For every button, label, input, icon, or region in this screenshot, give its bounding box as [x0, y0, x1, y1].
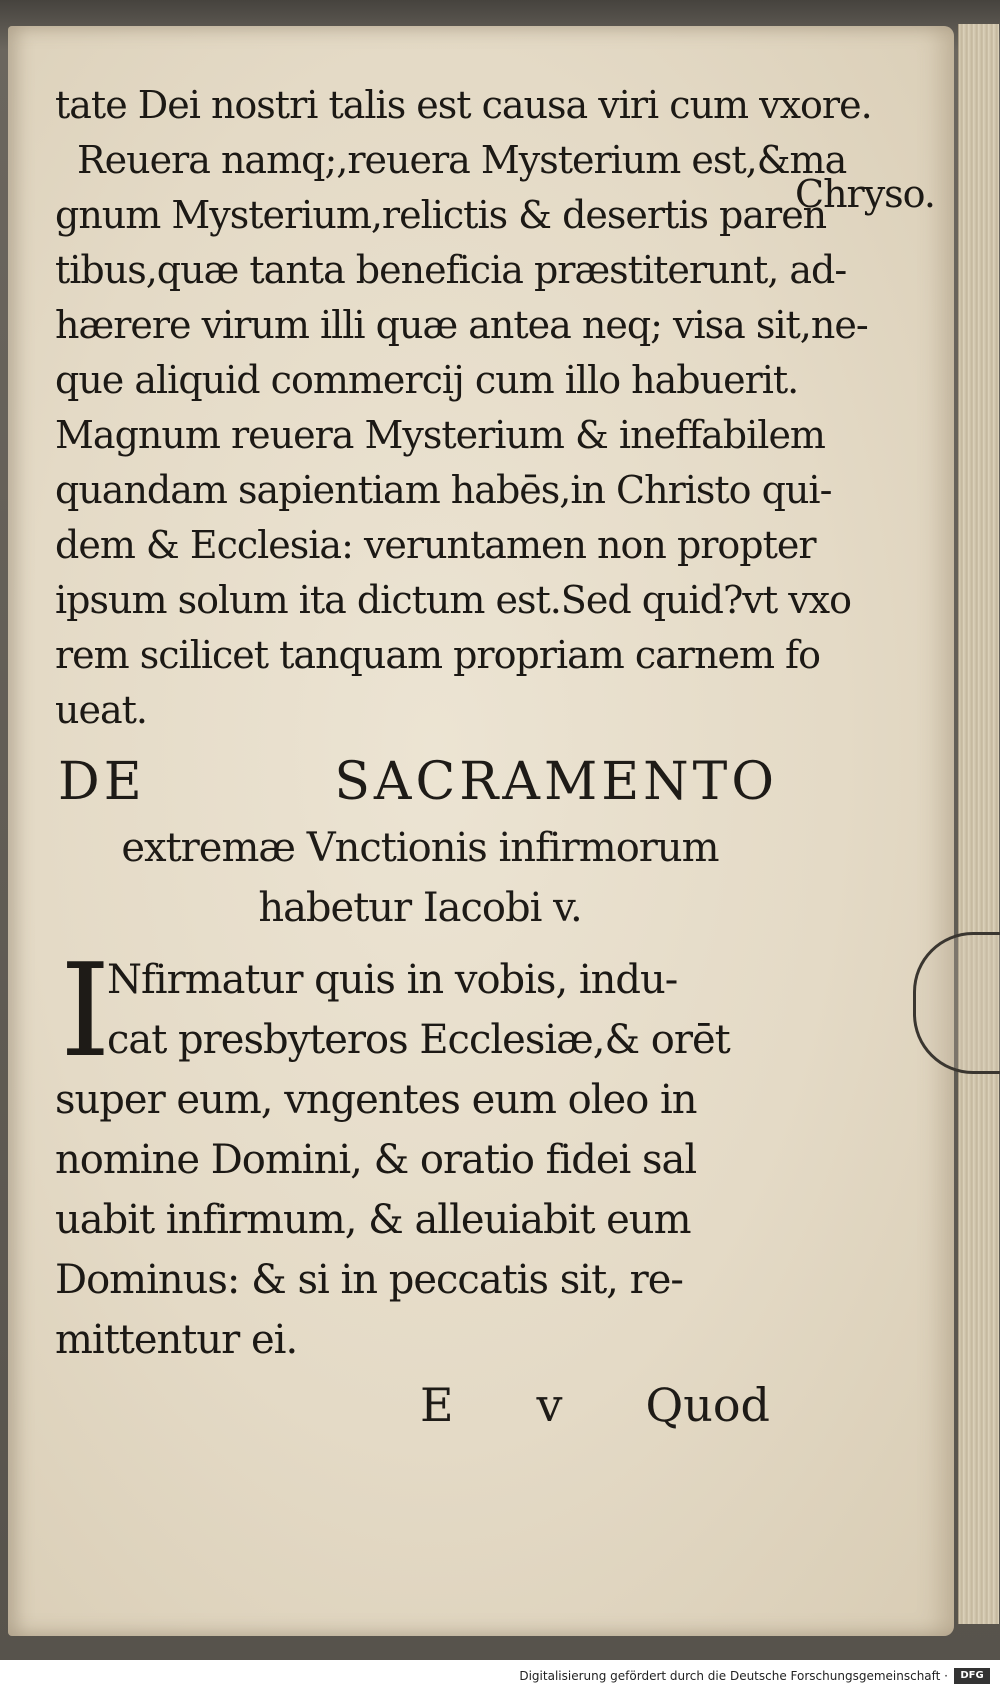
heading-subtitle-2: habetur Iacobi v.: [258, 885, 582, 931]
text-line: que aliquid commercij cum illo habuerit.: [55, 358, 799, 402]
catchword: Quod: [645, 1378, 770, 1432]
text-line: gnum Mysterium,relictis & desertis paren: [55, 193, 827, 237]
text-line: tate Dei nostri talis est causa viri cum vxore.: [55, 83, 872, 127]
text-line: Dominus: & si in peccatis sit, re-: [55, 1257, 683, 1303]
text-line: uabit infirmum, & alleuiabit eum: [55, 1197, 691, 1243]
text-line: ipsum solum ita dictum est.Sed quid?vt vxo: [55, 578, 851, 622]
text-line: dem & Ecclesia: veruntamen non propter: [55, 523, 816, 567]
heading-subtitle: extremæ Vnctionis infirmorum: [121, 825, 719, 871]
drop-cap: I: [60, 937, 111, 1086]
text-line: super eum, vngentes eum oleo in: [55, 1077, 697, 1123]
text-line: nomine Domini, & oratio fidei sal: [55, 1137, 697, 1183]
footer-bar: [0, 1660, 1000, 1693]
paragraph-2: [55, 937, 775, 1370]
text-line: Nfirmatur quis in vobis, indu-: [107, 957, 678, 1003]
text-line: ueat.: [55, 688, 147, 732]
signature-number: v: [536, 1378, 563, 1432]
catchline: [420, 1378, 770, 1432]
heading-word: DE: [58, 752, 146, 812]
text-line: rem scilicet tanquam propriam carnem fo: [55, 633, 820, 677]
text-line: tibus,quæ tanta beneficia præstiterunt, ad-: [55, 248, 847, 292]
funding-note: Digitalisierung gefördert durch die Deutsche Forschungsgemeinschaft ·: [519, 1669, 948, 1683]
text-line: hærere virum illi quæ antea neq; visa sit,ne-: [55, 303, 868, 347]
section-heading: [58, 752, 778, 812]
page-edges: [958, 24, 999, 1624]
text-line: Reuera namq;,reuera Mysterium est,&ma: [77, 138, 847, 182]
margin-note: Chryso.: [795, 172, 935, 216]
text-line: Magnum reuera Mysterium & ineffabilem: [55, 413, 825, 457]
signature-mark: E: [420, 1378, 454, 1432]
heading-word: SACRAMENTO: [334, 752, 778, 812]
text-line: cat presbyteros Ecclesiæ,& orēt: [107, 1017, 730, 1063]
dfg-logo-icon: DFG: [954, 1668, 990, 1684]
text-line: mittentur ei.: [55, 1317, 298, 1363]
text-line: quandam sapientiam habēs,in Christo qui-: [55, 468, 832, 512]
